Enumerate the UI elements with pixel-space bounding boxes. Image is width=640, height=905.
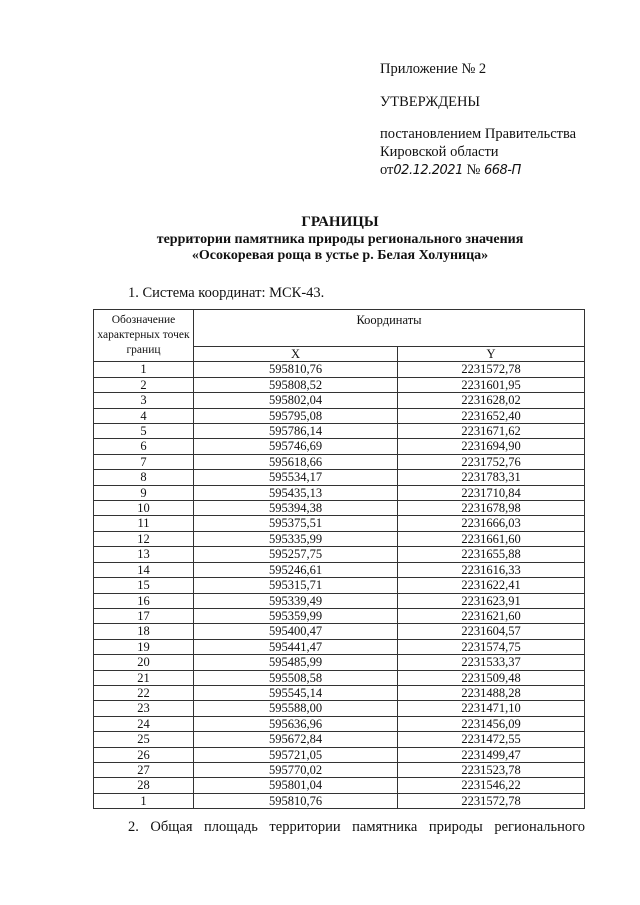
table-row xyxy=(94,747,585,762)
x-cell: 595335,99 xyxy=(194,531,398,546)
x-cell: 595672,84 xyxy=(194,732,398,747)
table-body xyxy=(94,362,585,809)
date-prefix: от xyxy=(380,162,394,178)
y-cell: 2231604,57 xyxy=(398,624,585,639)
y-cell: 2231652,40 xyxy=(398,408,585,423)
point-cell: 4 xyxy=(94,408,194,423)
x-cell: 595257,75 xyxy=(194,547,398,562)
area-paragraph: 2. Общая площадь территории памятника природы регионального xyxy=(128,819,585,835)
y-cell: 2231666,03 xyxy=(398,516,585,531)
x-cell: 595786,14 xyxy=(194,424,398,439)
point-cell: 22 xyxy=(94,685,194,700)
y-cell: 2231678,98 xyxy=(398,501,585,516)
y-cell: 2231456,09 xyxy=(398,716,585,731)
x-cell: 595246,61 xyxy=(194,562,398,577)
table-row xyxy=(94,732,585,747)
appendix-label: Приложение № 2 xyxy=(380,61,487,77)
point-cell: 17 xyxy=(94,608,194,623)
point-cell: 6 xyxy=(94,439,194,454)
x-cell: 595588,00 xyxy=(194,701,398,716)
point-cell: 23 xyxy=(94,701,194,716)
point-cell: 27 xyxy=(94,762,194,777)
table-row xyxy=(94,578,585,593)
point-cell: 20 xyxy=(94,655,194,670)
x-cell: 595441,47 xyxy=(194,639,398,654)
point-cell: 16 xyxy=(94,593,194,608)
y-cell: 2231523,78 xyxy=(398,762,585,777)
y-cell: 2231622,41 xyxy=(398,578,585,593)
handwritten-date: 02.12.2021 xyxy=(393,163,463,178)
y-cell: 2231572,78 xyxy=(398,793,585,808)
y-cell: 2231488,28 xyxy=(398,685,585,700)
coordinates-table xyxy=(93,309,585,809)
y-cell: 2231694,90 xyxy=(398,439,585,454)
x-cell: 595545,14 xyxy=(194,685,398,700)
x-cell: 595795,08 xyxy=(194,408,398,423)
x-cell: 595400,47 xyxy=(194,624,398,639)
y-cell: 2231471,10 xyxy=(398,701,585,716)
y-cell: 2231499,47 xyxy=(398,747,585,762)
x-cell: 595394,38 xyxy=(194,501,398,516)
y-cell: 2231574,75 xyxy=(398,639,585,654)
y-column-header: Y xyxy=(398,347,585,362)
table-row xyxy=(94,454,585,469)
point-cell: 1 xyxy=(94,362,194,377)
handwritten-number: 668-П xyxy=(483,163,521,178)
x-cell: 595534,17 xyxy=(194,470,398,485)
table-row xyxy=(94,393,585,408)
y-cell: 2231710,84 xyxy=(398,485,585,500)
table-row xyxy=(94,531,585,546)
point-cell: 10 xyxy=(94,501,194,516)
y-cell: 2231546,22 xyxy=(398,778,585,793)
point-cell: 14 xyxy=(94,562,194,577)
approval-date-line xyxy=(380,161,521,180)
x-cell: 595770,02 xyxy=(194,762,398,777)
point-cell: 3 xyxy=(94,393,194,408)
x-cell: 595636,96 xyxy=(194,716,398,731)
point-cell: 18 xyxy=(94,624,194,639)
y-cell: 2231572,78 xyxy=(398,362,585,377)
table-row xyxy=(94,562,585,577)
table-row xyxy=(94,608,585,623)
approval-line-1: постановлением Правительства xyxy=(380,126,577,142)
x-cell: 595802,04 xyxy=(194,393,398,408)
y-cell: 2231533,37 xyxy=(398,655,585,670)
y-cell: 2231509,48 xyxy=(398,670,585,685)
x-cell: 595810,76 xyxy=(194,793,398,808)
y-cell: 2231661,60 xyxy=(398,531,585,546)
x-column-header: X xyxy=(194,347,398,362)
table-row xyxy=(94,624,585,639)
x-cell: 595375,51 xyxy=(194,516,398,531)
coordinate-system-line: 1. Система координат: МСК-43. xyxy=(128,285,325,301)
x-cell: 595315,71 xyxy=(194,578,398,593)
x-cell: 595746,69 xyxy=(194,439,398,454)
x-cell: 595808,52 xyxy=(194,377,398,392)
x-cell: 595339,49 xyxy=(194,593,398,608)
approved-label: УТВЕРЖДЕНЫ xyxy=(380,94,481,110)
y-cell: 2231621,60 xyxy=(398,608,585,623)
table-row xyxy=(94,778,585,793)
y-cell: 2231616,33 xyxy=(398,562,585,577)
y-cell: 2231783,31 xyxy=(398,470,585,485)
y-cell: 2231623,91 xyxy=(398,593,585,608)
point-cell: 24 xyxy=(94,716,194,731)
point-cell: 15 xyxy=(94,578,194,593)
table-row xyxy=(94,716,585,731)
point-cell: 26 xyxy=(94,747,194,762)
x-cell: 595508,58 xyxy=(194,670,398,685)
point-cell: 2 xyxy=(94,377,194,392)
x-cell: 595810,76 xyxy=(194,362,398,377)
y-cell: 2231472,55 xyxy=(398,732,585,747)
table-row xyxy=(94,639,585,654)
table-row xyxy=(94,501,585,516)
point-cell: 25 xyxy=(94,732,194,747)
table-row xyxy=(94,762,585,777)
point-cell: 13 xyxy=(94,547,194,562)
point-cell: 7 xyxy=(94,454,194,469)
table-row xyxy=(94,408,585,423)
point-cell: 28 xyxy=(94,778,194,793)
document-title: ГРАНИЦЫ xyxy=(301,214,379,230)
point-cell: 11 xyxy=(94,516,194,531)
y-cell: 2231671,62 xyxy=(398,424,585,439)
point-cell: 9 xyxy=(94,485,194,500)
x-cell: 595618,66 xyxy=(194,454,398,469)
y-cell: 2231655,88 xyxy=(398,547,585,562)
table-row xyxy=(94,470,585,485)
coordinates-header: Координаты xyxy=(194,310,585,347)
y-cell: 2231628,02 xyxy=(398,393,585,408)
table-row xyxy=(94,485,585,500)
x-cell: 595359,99 xyxy=(194,608,398,623)
document-subtitle-1: территории памятника природы регионального значения xyxy=(156,232,524,247)
point-cell: 1 xyxy=(94,793,194,808)
document-subtitle-2: «Осокоревая роща в устье р. Белая Холуница» xyxy=(191,248,489,263)
table-row xyxy=(94,424,585,439)
y-cell: 2231752,76 xyxy=(398,454,585,469)
point-cell: 8 xyxy=(94,470,194,485)
table-row xyxy=(94,547,585,562)
point-cell: 5 xyxy=(94,424,194,439)
table-row xyxy=(94,701,585,716)
table-row xyxy=(94,685,585,700)
point-column-header: Обозначение характерных точек границ xyxy=(94,310,194,362)
y-cell: 2231601,95 xyxy=(398,377,585,392)
x-cell: 595801,04 xyxy=(194,778,398,793)
point-cell: 19 xyxy=(94,639,194,654)
table-row xyxy=(94,670,585,685)
point-cell: 12 xyxy=(94,531,194,546)
table-row xyxy=(94,593,585,608)
table-row xyxy=(94,362,585,377)
table-row xyxy=(94,793,585,808)
table-row xyxy=(94,377,585,392)
table-row xyxy=(94,655,585,670)
point-cell: 21 xyxy=(94,670,194,685)
number-prefix: № xyxy=(466,162,481,178)
table-row xyxy=(94,516,585,531)
x-cell: 595485,99 xyxy=(194,655,398,670)
x-cell: 595435,13 xyxy=(194,485,398,500)
x-cell: 595721,05 xyxy=(194,747,398,762)
table-row xyxy=(94,439,585,454)
approval-line-2: Кировской области xyxy=(380,144,499,160)
